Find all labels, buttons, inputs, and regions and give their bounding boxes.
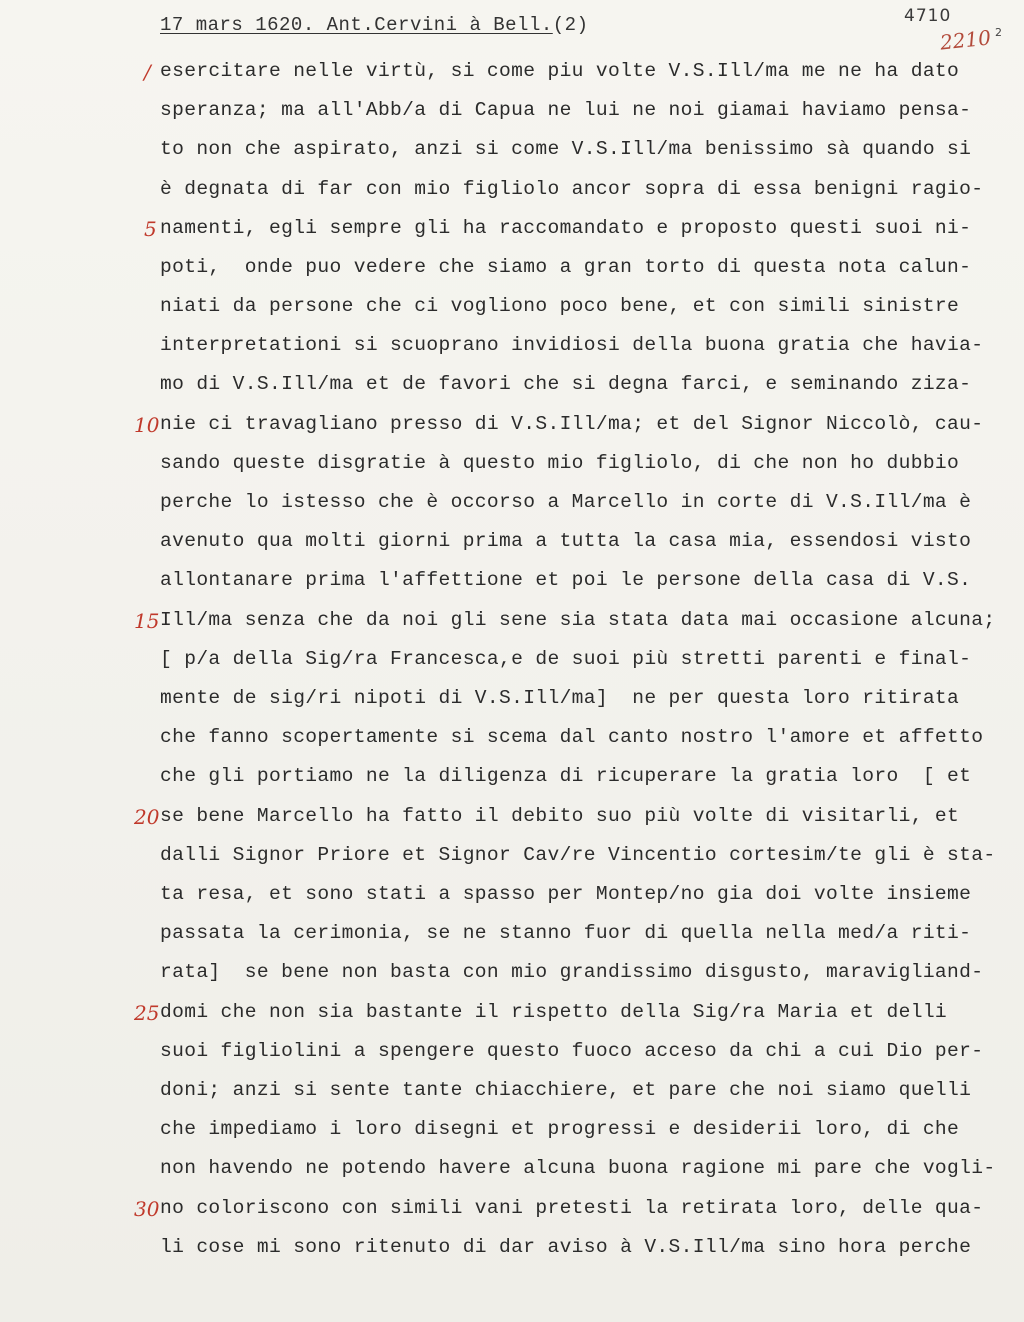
text-line: che fanno scopertamente si scema dal canto nostro l'amore et affetto — [160, 726, 984, 748]
handwritten-superscript: 2 — [995, 26, 1002, 39]
text-line: allontanare prima l'affettione et poi le persone della casa di V.S. — [160, 569, 972, 591]
text-line: ta resa, et sono stati a spasso per Montep/no gia doi volte insieme — [160, 883, 972, 905]
margin-mark-5: 5 — [144, 217, 157, 241]
margin-mark-30: 30 — [134, 1197, 160, 1221]
text-line: se bene Marcello ha fatto il debito suo più volte di visitarli, et — [160, 805, 960, 827]
text-line: suoi figliolini a spengere questo fuoco acceso da chi a cui Dio per- — [160, 1040, 984, 1062]
margin-mark-20: 20 — [134, 805, 160, 829]
text-line: rata] se bene non basta con mio grandissimo disgusto, maravigliand- — [160, 961, 984, 983]
text-line: domi che non sia bastante il rispetto della Sig/ra Maria et delli — [160, 1001, 948, 1023]
text-line: namenti, egli sempre gli ha raccomandato e proposto questi suoi ni- — [160, 217, 972, 239]
text-line: passata la cerimonia, se ne stanno fuor di quella nella med/a riti- — [160, 922, 972, 944]
text-line: è degnata di far con mio figliolo ancor sopra di essa benigni ragio- — [160, 178, 984, 200]
text-line: avenuto qua molti giorni prima a tutta la casa mia, essendosi visto — [160, 530, 972, 552]
header-suffix: (2) — [552, 14, 589, 36]
text-line: perche lo istesso che è occorso a Marcello in corte di V.S.Ill/ma è — [160, 491, 972, 513]
margin-mark-15: 15 — [134, 609, 160, 633]
text-line: esercitare nelle virtù, si come piu volte V.S.Ill/ma me ne ha dato — [160, 60, 960, 82]
margin-mark-10: 10 — [134, 413, 160, 437]
header-title: 17 mars 1620. Ant.Cervini à Bell. — [160, 14, 553, 36]
margin-mark-25: 25 — [134, 1001, 160, 1025]
text-line: doni; anzi si sente tante chiacchiere, et pare che noi siamo quelli — [160, 1079, 972, 1101]
text-line: sando queste disgratie à questo mio figliolo, di che non ho dubbio — [160, 452, 960, 474]
text-line: nie ci travagliano presso di V.S.Ill/ma; et del Signor Niccolò, cau- — [160, 413, 984, 435]
text-line: niati da persone che ci vogliono poco bene, et con simili sinistre — [160, 295, 960, 317]
document-header — [160, 14, 588, 36]
text-line: li cose mi sono ritenuto di dar aviso à V.S.Ill/ma sino hora perche — [160, 1236, 972, 1258]
text-line: speranza; ma all'Abb/a di Capua ne lui ne noi giamai haviamo pensa- — [160, 99, 972, 121]
text-line: che gli portiamo ne la diligenza di ricuperare la gratia loro [ et — [160, 765, 972, 787]
text-line: [ p/a della Sig/ra Francesca,e de suoi più stretti parenti e final- — [160, 648, 972, 670]
handwritten-number: 2210 — [938, 25, 993, 55]
text-line: no coloriscono con simili vani pretesti la retirata loro, delle qua- — [160, 1197, 984, 1219]
text-line: Ill/ma senza che da noi gli sene sia stata data mai occasione alcuna; — [160, 609, 996, 631]
document-number: 4710 — [904, 6, 952, 26]
text-line: to non che aspirato, anzi si come V.S.Ill/ma benissimo sà quando si — [160, 138, 972, 160]
text-line: dalli Signor Priore et Signor Cav/re Vincentio cortesim/te gli è sta- — [160, 844, 996, 866]
text-line: che impediamo i loro disegni et progressi e desiderii loro, di che — [160, 1118, 960, 1140]
text-line: mo di V.S.Ill/ma et de favori che si degna farci, e seminando ziza- — [160, 373, 972, 395]
margin-mark-start: / — [144, 60, 151, 84]
text-line: poti, onde puo vedere che siamo a gran torto di questa nota calun- — [160, 256, 972, 278]
text-line: interpretationi si scuoprano invidiosi della buona gratia che havia- — [160, 334, 984, 356]
text-line: mente de sig/ri nipoti di V.S.Ill/ma] ne per questa loro ritirata — [160, 687, 960, 709]
text-line: non havendo ne potendo havere alcuna buona ragione mi pare che vogli- — [160, 1157, 996, 1179]
